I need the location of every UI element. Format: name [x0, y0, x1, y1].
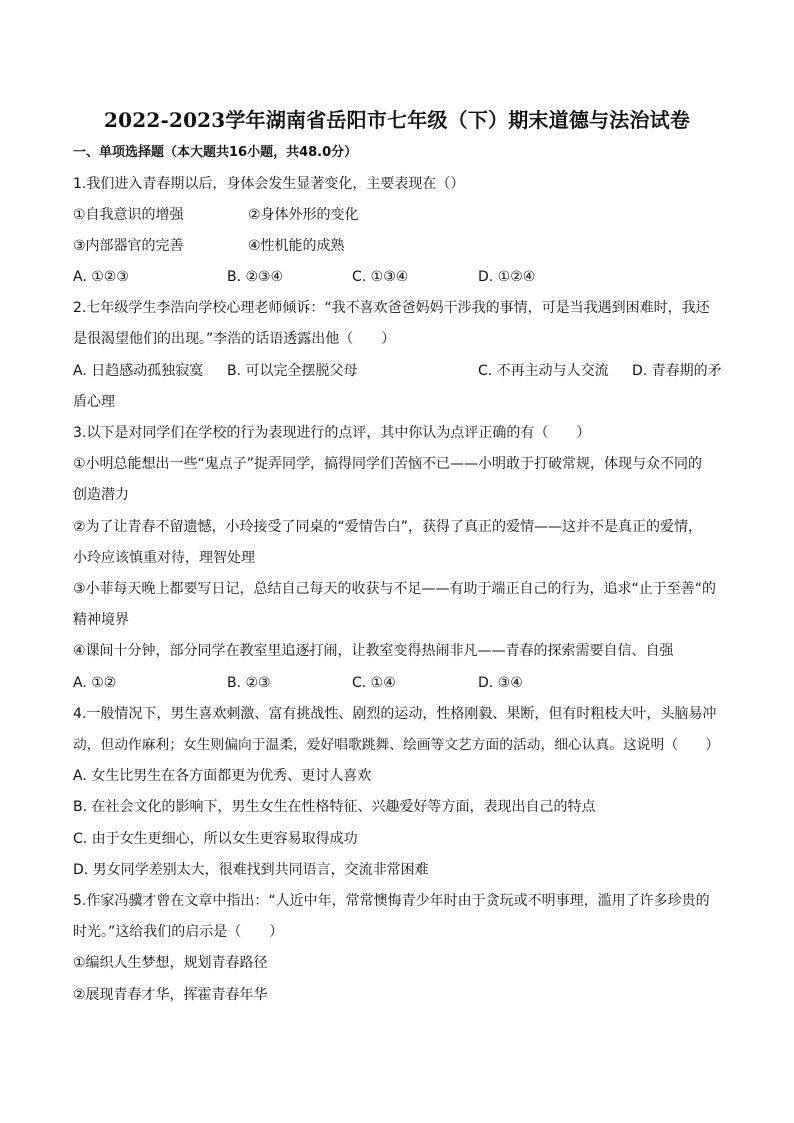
- q1-item-2: ②身体外形的变化: [248, 207, 359, 223]
- q3-option-b: B. ②③: [227, 675, 271, 691]
- q2-option-d-continued: 盾心理: [73, 394, 115, 410]
- q4-stem-line-1: 4.一般情况下，男生喜欢刺激、富有挑战性、剧烈的运动，性格刚毅、果断，但有时粗枝大叶，头脑易冲: [73, 706, 717, 722]
- q3-option-d: D. ③④: [478, 675, 523, 691]
- q5-item-1: ①编织人生梦想，规划青春路径: [73, 955, 268, 971]
- q5-stem-line-2: 时光。”这给我们的启示是（ ）: [73, 924, 284, 940]
- q3-line-4: 小玲应该慎重对待，理智处理: [73, 550, 255, 566]
- q1-item-3: ③内部器官的完善: [73, 238, 184, 254]
- q2-option-d: D. 青春期的矛: [632, 363, 722, 379]
- q1-item-4: ④性机能的成熟: [248, 238, 345, 254]
- q1-item-1: ①自我意识的增强: [73, 207, 184, 223]
- q3-option-a: A. ①②: [73, 675, 117, 691]
- q3-stem: 3.以下是对同学们在学校的行为表现进行的点评，其中你认为点评正确的有（ ）: [73, 425, 591, 441]
- q3-option-c: C. ①④: [352, 675, 396, 691]
- section-heading: 一、单项选择题（本大题共16小题，共48.0分）: [73, 145, 358, 160]
- q1-stem: 1.我们进入青春期以后，身体会发生显著变化，主要表现在（）: [73, 176, 465, 192]
- q2-stem-line-2: 是很渴望他们的出现。”李浩的话语透露出他（ ）: [73, 331, 396, 347]
- q1-option-d: D. ①②④: [478, 269, 536, 285]
- q3-line-1: ①小明总能想出一些“鬼点子”捉弄同学，搞得同学们苦恼不已——小明敢于打破常规，体现与众不同的: [73, 456, 703, 472]
- q2-stem-line-1: 2.七年级学生李浩向学校心理老师倾诉：“我不喜欢爸爸妈妈干涉我的事情，可是当我遇到困难时，我还: [73, 300, 710, 316]
- q3-line-2: 创造潜力: [73, 487, 129, 503]
- q3-line-5: ③小菲每天晚上都要写日记，总结自己每天的收获与不足——有助于端正自己的行为，追求“止于至善“的: [73, 581, 717, 597]
- exam-title: 2022-2023学年湖南省岳阳市七年级（下）期末道德与法治试卷: [103, 108, 691, 132]
- q3-line-7: ④课间十分钟，部分同学在教室里追逐打闹，让教室变得热闹非凡——青春的探索需要自信、自强: [73, 643, 674, 659]
- q5-item-2: ②展现青春才华，挥霍青春年华: [73, 987, 268, 1003]
- q5-stem-line-1: 5.作家冯骥才曾在文章中指出：“人近中年，常常懊悔青少年时由于贪玩或不明事理，滥用了许多珍贵的: [73, 893, 710, 909]
- q2-option-b: B. 可以完全摆脱父母: [227, 363, 358, 379]
- q4-option-b: B. 在社会文化的影响下，男生女生在性格特征、兴趣爱好等方面，表现出自己的特点: [73, 799, 596, 815]
- q2-option-a: A. 日趋感动孤独寂寞: [73, 363, 204, 379]
- q4-option-c: C. 由于女生更细心，所以女生更容易取得成功: [73, 831, 358, 847]
- q3-line-3: ②为了让青春不留遗憾，小玲接受了同桌的“爱情告白”，获得了真正的爱情——这并不是真正的爱情，: [73, 519, 703, 535]
- q4-stem-line-2: 动，但动作麻利；女生则偏向于温柔，爱好唱歌跳舞、绘画等文艺方面的活动，细心认真。这说明（ ）: [73, 737, 720, 753]
- q1-option-a: A. ①②③: [73, 269, 129, 285]
- q3-line-6: 精神境界: [73, 612, 129, 628]
- q4-option-a: A. 女生比男生在各方面都更为优秀、更讨人喜欢: [73, 768, 372, 784]
- q2-option-c: C. 不再主动与人交流: [478, 363, 609, 379]
- q1-option-c: C. ①③④: [352, 269, 409, 285]
- q1-option-b: B. ②③④: [227, 269, 284, 285]
- q4-option-d: D. 男女同学差别太大，很难找到共同语言，交流非常困难: [73, 862, 429, 878]
